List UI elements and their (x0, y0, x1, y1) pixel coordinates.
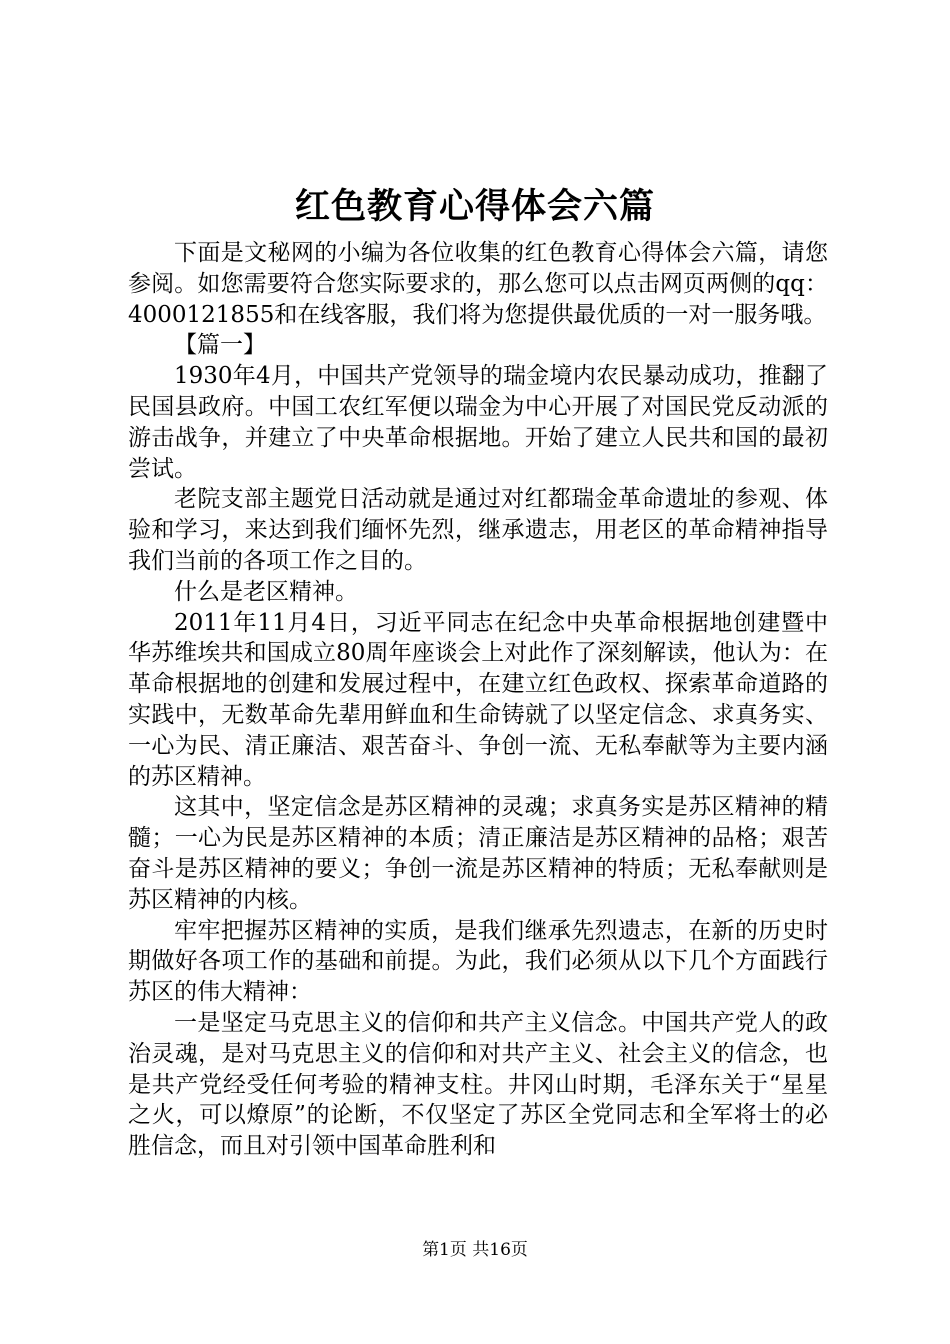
paragraph-question: 什么是老区精神。 (174, 578, 358, 605)
paragraph-spirit-elements: 这其中，坚定信念是苏区精神的灵魂；求真务实是苏区精神的精髓；一心为民是苏区精神的本质；清正廉洁是苏区精神的品格；艰苦奋斗是苏区精神的要义；争创一流是苏区精神的特质；无私奉献则是苏区精神的内核。 (128, 794, 828, 913)
paragraph-grasp-spirit: 牢牢把握苏区精神的实质，是我们继承先烈遗志，在新的历史时期做好各项工作的基础和前提。为此，我们必须从以下几个方面践行苏区的伟大精神： (128, 917, 828, 1006)
paragraph-2011: 2011年11月4日，习近平同志在纪念中央革命根据地创建暨中华苏维埃共和国成立80周年座谈会上对此作了深刻解读，他认为：在革命根据地的创建和发展过程中，在建立红色政权、探索革命道路的实践中，无数革命先辈用鲜血和生命铸就了以坚定信念、求真务实、一心为民、清正廉洁、艰苦奋斗、争创一流、无私奉献等为主要内涵的苏区精神。 (128, 609, 828, 790)
paragraph-section-heading: 【篇一】 (174, 332, 266, 359)
paragraph-intro: 下面是文秘网的小编为各位收集的红色教育心得体会六篇，请您参阅。如您需要符合您实际要求的，那么您可以点击网页两侧的qq：4000121855和在线客服，我们将为您提供最优质的一对一服务哦。 (128, 240, 828, 328)
paragraph-party-day: 老院支部主题党日活动就是通过对红都瑞金革命遗址的参观、体验和学习，来达到我们缅怀先烈，继承遗志，用老区的革命精神指导我们当前的各项工作之目的。 (128, 486, 828, 574)
page-footer: 第1页 共16页 (422, 1240, 528, 1260)
paragraph-point-one: 一是坚定马克思主义的信仰和共产主义信念。中国共产党人的政治灵魂，是对马克思主义的信仰和对共产主义、社会主义的信念，也是共产党经受任何考验的精神支柱。井冈山时期，毛泽东关于“星星之火，可以燎原”的论断，不仅坚定了苏区全党同志和全军将士的必胜信念，而且对引领中国革命胜利和 (128, 1009, 828, 1160)
document-title: 红色教育心得体会六篇 (294, 186, 655, 227)
document-body (128, 238, 828, 1162)
paragraph-1930: 1930年4月，中国共产党领导的瑞金境内农民暴动成功，推翻了民国县政府。中国工农红军便以瑞金为中心开展了对国民党反动派的游击战争，并建立了中央革命根据地。开始了建立人民共和国的最初尝试。 (128, 363, 828, 482)
